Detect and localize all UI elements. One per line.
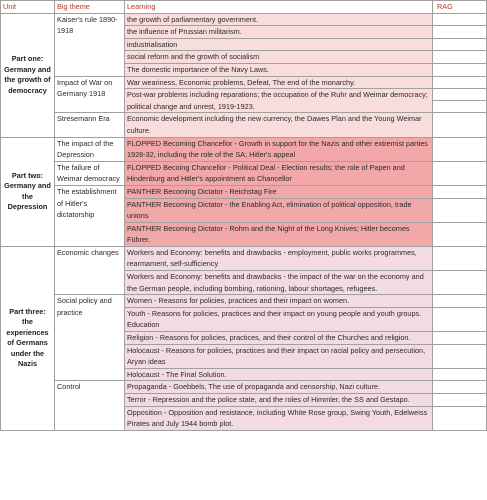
rag-cell[interactable] (433, 295, 487, 308)
rag-cell[interactable] (433, 344, 487, 368)
theme-impact-of-depression: The impact of the Depression (55, 137, 125, 161)
rag-cell[interactable] (433, 381, 487, 394)
learning-item: The domestic importance of the Navy Laws. (125, 63, 433, 76)
table-row (1, 137, 487, 161)
header-row (1, 1, 487, 14)
learning-item: Propaganda - Goebbels, The use of propaganda and censorship, Nazi culture. (125, 381, 433, 394)
learning-item: Terror - Repression and the police state, and the roles of Himmler, the SS and Gestapo. (125, 394, 433, 407)
rag-cell[interactable] (433, 271, 487, 295)
learning-item: Workers and Economy: benefits and drawbacks - the impact of the war on the economy and the German people, including bombing, rationing, labour shortages, refugees. (125, 271, 433, 295)
learning-item: Opposition - Opposition and resistance, including White Rose group, Swing Youth, Edelweiss Pirates and July 1944 bomb plot. (125, 406, 433, 430)
table-row (1, 295, 487, 308)
table-row (1, 76, 487, 89)
rag-cell[interactable] (433, 307, 487, 331)
rag-cell[interactable] (433, 332, 487, 345)
rag-cell[interactable] (433, 394, 487, 407)
rag-cell[interactable] (433, 222, 487, 246)
learning-item: Holocaust - The Final Solution. (125, 368, 433, 381)
rag-cell[interactable] (433, 38, 487, 51)
learning-item: Youth - Reasons for policies, practices and their impact on young people and youth groups. Education (125, 307, 433, 331)
theme-failure-of-weimar: The failure of Weimar democracy (55, 161, 125, 185)
learning-item: PANTHER Becoming Dictator - Rohm and the Night of the Long Knives; Hitler becomes Führer. (125, 222, 433, 246)
learning-item: the growth of parliamentary government. (125, 13, 433, 26)
rag-cell[interactable] (433, 101, 487, 113)
rag-cell[interactable] (433, 26, 487, 39)
header-unit: Unit (1, 1, 55, 14)
table-row (1, 381, 487, 394)
learning-item: Religion - Reasons for policies, practices, and their control of the Churches and religion. (125, 332, 433, 345)
learning-item: Workers and Economy: benefits and drawbacks - employment, public works programmes, rearmament, self-sufficiency (125, 246, 433, 270)
theme-impact-of-war: Impact of War on Germany 1918 (55, 76, 125, 113)
header-big-theme: Big theme (55, 1, 125, 14)
unit-part-three: Part three: the experiences of Germans under the Nazis (1, 246, 55, 430)
learning-item: Economic development including the new currency, the Dawes Plan and the Young Weimar culture. (125, 113, 433, 137)
rag-cell[interactable] (433, 368, 487, 381)
theme-economic-changes: Economic changes (55, 246, 125, 294)
unit-part-one: Part one: Germany and the growth of democracy (1, 13, 55, 137)
theme-social-policy: Social policy and practice (55, 295, 125, 381)
rag-cell[interactable] (433, 63, 487, 76)
header-rag: RAG (433, 1, 487, 14)
rag-cell[interactable] (433, 137, 487, 161)
rag-cell[interactable] (433, 246, 487, 270)
learning-item: PANTHER Becoming Dictator - the Enabling Act, elimination of political opposition, trade unions (125, 198, 433, 222)
rag-cell[interactable] (433, 161, 487, 185)
learning-item: Post-war problems including reparations; the occupation of the Ruhr and Weimar democracy; political change and unrest, 1919-1923. (125, 89, 433, 113)
learning-item: Holocaust - Reasons for policies, practices and their impact on racial policy and persecution, Aryan ideas (125, 344, 433, 368)
table-row (1, 13, 487, 26)
unit-part-two: Part two: Germany and the Depression (1, 137, 55, 246)
table-row (1, 246, 487, 270)
rag-cell[interactable] (433, 89, 487, 101)
learning-item: Women - Reasons for policies, practices and their impact on women. (125, 295, 433, 308)
rag-cell[interactable] (433, 113, 487, 137)
theme-stresemann-era: Stresemann Era (55, 113, 125, 137)
rag-cell[interactable] (433, 198, 487, 222)
theme-establishment-dictatorship: The establishment of Hitler's dictatorship (55, 185, 125, 246)
header-learning: Learning (125, 1, 433, 14)
rag-cell[interactable] (433, 51, 487, 64)
learning-item: FLOPPED Becoming Chancellor - Growth in support for the Nazis and other extremist parties 1928-32, including the role of the SA; Hitler's appeal (125, 137, 433, 161)
rag-cell[interactable] (433, 185, 487, 198)
rag-cell[interactable] (433, 13, 487, 26)
rag-cell[interactable] (433, 76, 487, 89)
rag-cell[interactable] (433, 406, 487, 430)
learning-item: industrialisation (125, 38, 433, 51)
learning-item: FLOPPED Becoing Chancellor - Political Deal - Election results; the role of Papen and Hindenburg and Hitler's appointment as Chancellor (125, 161, 433, 185)
table-row (1, 185, 487, 198)
theme-control: Control (55, 381, 125, 430)
learning-item: War weariness, Economic problems, Defeat, The end of the monarchy. (125, 76, 433, 89)
table-row (1, 113, 487, 137)
theme-kaisers-rule: Kaiser's rule 1890-1918 (55, 13, 125, 76)
learning-item: social reform and the growth of socialism (125, 51, 433, 64)
learning-item: the influence of Prussian militarism. (125, 26, 433, 39)
learning-item: PANTHER Becoming Dictator - Reichstag Fire (125, 185, 433, 198)
table-row (1, 161, 487, 185)
